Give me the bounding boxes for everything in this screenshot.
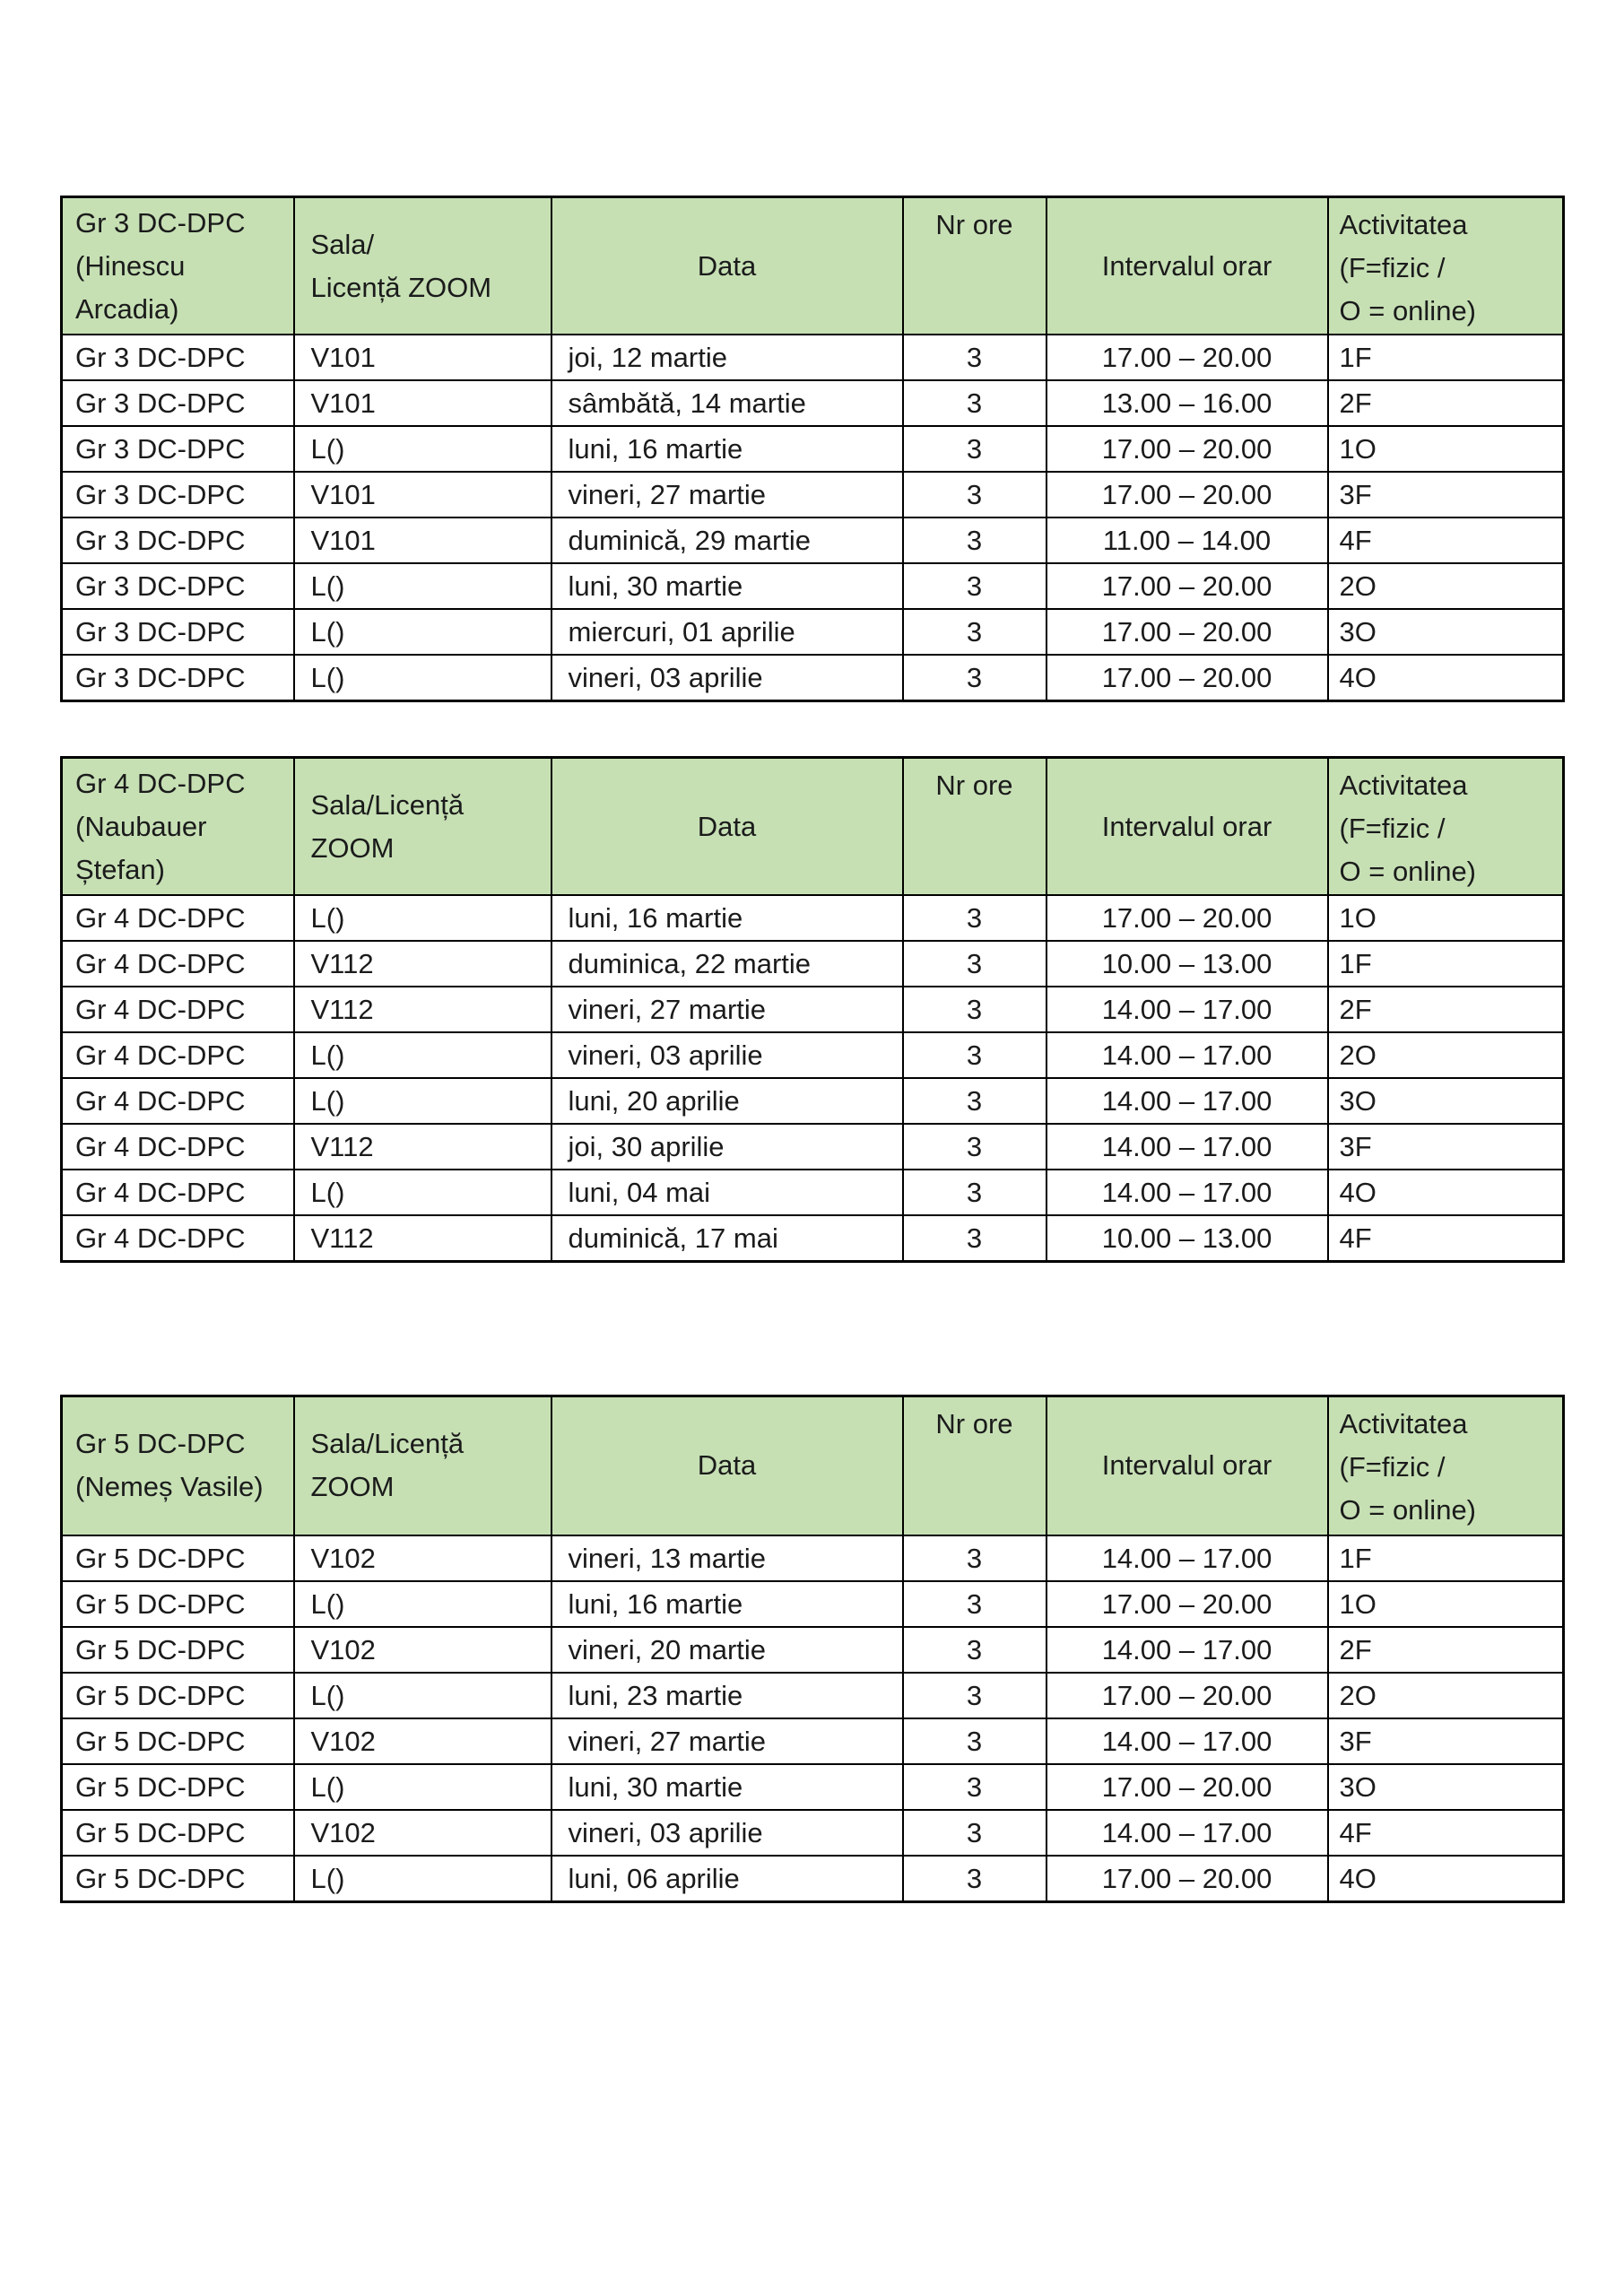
interval-cell: 14.00 – 17.00: [1046, 1627, 1328, 1673]
hours-cell: 3: [903, 335, 1046, 380]
activity-cell: 2O: [1328, 563, 1564, 609]
hours-cell: 3: [903, 895, 1046, 941]
activity-cell: 4O: [1328, 655, 1564, 701]
interval-cell: 14.00 – 17.00: [1046, 987, 1328, 1032]
room-cell: L(): [294, 1078, 551, 1124]
header-hours: Nr ore: [903, 758, 1046, 896]
header-line: (F=fizic /: [1339, 813, 1446, 844]
header-line: Licență ZOOM: [310, 271, 492, 303]
header-group: [62, 1396, 294, 1535]
activity-cell: 2F: [1328, 380, 1564, 426]
header-line: Ștefan): [75, 853, 165, 885]
room-cell: V101: [294, 517, 551, 563]
room-cell: V102: [294, 1810, 551, 1856]
header-activity: [1328, 758, 1564, 896]
activity-cell: 4F: [1328, 1810, 1564, 1856]
group-cell: Gr 3 DC-DPC: [62, 426, 294, 472]
date-cell: sâmbătă, 14 martie: [551, 380, 903, 426]
table-row: [62, 426, 1564, 472]
activity-cell: 3F: [1328, 472, 1564, 517]
interval-cell: 17.00 – 20.00: [1046, 1581, 1328, 1627]
interval-cell: 17.00 – 20.00: [1046, 655, 1328, 701]
date-cell: vineri, 03 aprilie: [551, 1810, 903, 1856]
hours-cell: 3: [903, 1764, 1046, 1810]
interval-cell: 13.00 – 16.00: [1046, 380, 1328, 426]
table-row: [62, 1124, 1564, 1170]
activity-cell: 2O: [1328, 1673, 1564, 1718]
hours-cell: 3: [903, 609, 1046, 655]
date-cell: vineri, 27 martie: [551, 987, 903, 1032]
header-line: Sala/Licență: [310, 788, 465, 821]
group-cell: Gr 5 DC-DPC: [62, 1718, 294, 1764]
header-hours: Nr ore: [903, 1396, 1046, 1535]
header-interval: Intervalul orar: [1046, 758, 1328, 896]
header-group: [62, 758, 294, 896]
table-row: [62, 563, 1564, 609]
table-row: [62, 1810, 1564, 1856]
date-cell: duminică, 17 mai: [551, 1215, 903, 1262]
date-cell: luni, 16 martie: [551, 426, 903, 472]
header-line: (Naubauer: [75, 810, 207, 842]
table-row: [62, 987, 1564, 1032]
table-row: [62, 1718, 1564, 1764]
header-line: (Hinescu: [75, 249, 186, 282]
group-cell: Gr 5 DC-DPC: [62, 1856, 294, 1902]
hours-cell: 3: [903, 472, 1046, 517]
group-cell: Gr 4 DC-DPC: [62, 895, 294, 941]
hours-cell: 3: [903, 1581, 1046, 1627]
group-cell: Gr 3 DC-DPC: [62, 380, 294, 426]
header-line: O = online): [1339, 1494, 1477, 1526]
date-cell: luni, 23 martie: [551, 1673, 903, 1718]
table-row: [62, 1673, 1564, 1718]
interval-cell: 14.00 – 17.00: [1046, 1535, 1328, 1581]
activity-cell: 1O: [1328, 895, 1564, 941]
header-row: [62, 758, 1564, 896]
activity-cell: 2F: [1328, 987, 1564, 1032]
group-cell: Gr 4 DC-DPC: [62, 1124, 294, 1170]
table-row: [62, 1078, 1564, 1124]
date-cell: vineri, 03 aprilie: [551, 1032, 903, 1078]
hours-cell: 3: [903, 1535, 1046, 1581]
group-cell: Gr 3 DC-DPC: [62, 563, 294, 609]
room-cell: V112: [294, 987, 551, 1032]
room-cell: L(): [294, 1170, 551, 1215]
header-line: (F=fizic /: [1339, 1451, 1446, 1483]
header-date: Data: [551, 1396, 903, 1535]
group-cell: Gr 5 DC-DPC: [62, 1673, 294, 1718]
header-room-license: [294, 758, 551, 896]
table-row: [62, 655, 1564, 701]
table-row: [62, 1581, 1564, 1627]
interval-cell: 14.00 – 17.00: [1046, 1810, 1328, 1856]
date-cell: luni, 20 aprilie: [551, 1078, 903, 1124]
interval-cell: 17.00 – 20.00: [1046, 335, 1328, 380]
header-line: Gr 4 DC-DPC: [75, 767, 246, 799]
activity-cell: 1O: [1328, 1581, 1564, 1627]
group-cell: Gr 4 DC-DPC: [62, 1215, 294, 1262]
group-cell: Gr 4 DC-DPC: [62, 941, 294, 987]
table-row: [62, 1170, 1564, 1215]
interval-cell: 14.00 – 17.00: [1046, 1170, 1328, 1215]
header-activity: [1328, 197, 1564, 335]
schedule-table: [60, 756, 1565, 1263]
header-room-license: [294, 1396, 551, 1535]
activity-cell: 3F: [1328, 1718, 1564, 1764]
activity-cell: 3F: [1328, 1124, 1564, 1170]
header-activity: [1328, 1396, 1564, 1535]
room-cell: V102: [294, 1627, 551, 1673]
hours-cell: 3: [903, 1856, 1046, 1902]
table-row: [62, 1627, 1564, 1673]
hours-cell: 3: [903, 1032, 1046, 1078]
group-cell: Gr 3 DC-DPC: [62, 517, 294, 563]
header-row: [62, 197, 1564, 335]
date-cell: luni, 30 martie: [551, 1764, 903, 1810]
activity-cell: 4O: [1328, 1170, 1564, 1215]
schedule-table: [60, 1395, 1565, 1903]
date-cell: vineri, 03 aprilie: [551, 655, 903, 701]
interval-cell: 17.00 – 20.00: [1046, 895, 1328, 941]
date-cell: vineri, 13 martie: [551, 1535, 903, 1581]
header-line: (F=fizic /: [1339, 252, 1446, 283]
group-cell: Gr 4 DC-DPC: [62, 1032, 294, 1078]
hours-cell: 3: [903, 941, 1046, 987]
table-row: [62, 1032, 1564, 1078]
header-line: O = online): [1339, 295, 1477, 326]
hours-cell: 3: [903, 563, 1046, 609]
room-cell: L(): [294, 609, 551, 655]
interval-cell: 14.00 – 17.00: [1046, 1124, 1328, 1170]
header-hours: Nr ore: [903, 197, 1046, 335]
header-line: O = online): [1339, 856, 1477, 887]
interval-cell: 17.00 – 20.00: [1046, 609, 1328, 655]
room-cell: L(): [294, 895, 551, 941]
room-cell: L(): [294, 426, 551, 472]
room-cell: L(): [294, 655, 551, 701]
interval-cell: 17.00 – 20.00: [1046, 426, 1328, 472]
hours-cell: 3: [903, 1673, 1046, 1718]
header-date: Data: [551, 758, 903, 896]
header-group: [62, 197, 294, 335]
group-cell: Gr 5 DC-DPC: [62, 1810, 294, 1856]
header-line: Sala/Licență: [310, 1428, 465, 1460]
group-cell: Gr 4 DC-DPC: [62, 1078, 294, 1124]
room-cell: L(): [294, 1856, 551, 1902]
table-row: [62, 1856, 1564, 1902]
activity-cell: 3O: [1328, 609, 1564, 655]
interval-cell: 17.00 – 20.00: [1046, 1856, 1328, 1902]
activity-cell: 1F: [1328, 941, 1564, 987]
header-interval: Intervalul orar: [1046, 197, 1328, 335]
interval-cell: 17.00 – 20.00: [1046, 563, 1328, 609]
room-cell: L(): [294, 1764, 551, 1810]
room-cell: V102: [294, 1535, 551, 1581]
room-cell: L(): [294, 1032, 551, 1078]
header-interval: Intervalul orar: [1046, 1396, 1328, 1535]
activity-cell: 1O: [1328, 426, 1564, 472]
interval-cell: 17.00 – 20.00: [1046, 1673, 1328, 1718]
header-line: (Nemeș Vasile): [75, 1471, 264, 1503]
hours-cell: 3: [903, 987, 1046, 1032]
hours-cell: 3: [903, 1718, 1046, 1764]
room-cell: L(): [294, 563, 551, 609]
interval-cell: 17.00 – 20.00: [1046, 1764, 1328, 1810]
date-cell: luni, 06 aprilie: [551, 1856, 903, 1902]
table-row: [62, 472, 1564, 517]
activity-cell: 4F: [1328, 1215, 1564, 1262]
date-cell: joi, 30 aprilie: [551, 1124, 903, 1170]
room-cell: V112: [294, 941, 551, 987]
table-row: [62, 1215, 1564, 1262]
activity-cell: 3O: [1328, 1078, 1564, 1124]
hours-cell: 3: [903, 655, 1046, 701]
header-line: Activitatea: [1339, 209, 1468, 240]
activity-cell: 2O: [1328, 1032, 1564, 1078]
date-cell: vineri, 20 martie: [551, 1627, 903, 1673]
date-cell: luni, 16 martie: [551, 1581, 903, 1627]
room-cell: V101: [294, 380, 551, 426]
table-row: [62, 380, 1564, 426]
header-row: [62, 1396, 1564, 1535]
hours-cell: 3: [903, 1124, 1046, 1170]
date-cell: joi, 12 martie: [551, 335, 903, 380]
activity-cell: 1F: [1328, 335, 1564, 380]
group-cell: Gr 5 DC-DPC: [62, 1535, 294, 1581]
room-cell: V101: [294, 335, 551, 380]
header-line: Activitatea: [1339, 1408, 1468, 1439]
room-cell: L(): [294, 1581, 551, 1627]
schedule-table-gr5: [60, 1395, 1562, 1903]
header-line: ZOOM: [310, 1471, 395, 1503]
schedule-table: [60, 196, 1565, 702]
group-cell: Gr 4 DC-DPC: [62, 1170, 294, 1215]
date-cell: luni, 30 martie: [551, 563, 903, 609]
activity-cell: 1F: [1328, 1535, 1564, 1581]
date-cell: duminica, 22 martie: [551, 941, 903, 987]
interval-cell: 11.00 – 14.00: [1046, 517, 1328, 563]
activity-cell: 2F: [1328, 1627, 1564, 1673]
header-line: Activitatea: [1339, 770, 1468, 801]
table-row: [62, 609, 1564, 655]
hours-cell: 3: [903, 380, 1046, 426]
table-row: [62, 1764, 1564, 1810]
interval-cell: 14.00 – 17.00: [1046, 1718, 1328, 1764]
room-cell: V102: [294, 1718, 551, 1764]
table-row: [62, 895, 1564, 941]
hours-cell: 3: [903, 426, 1046, 472]
activity-cell: 3O: [1328, 1764, 1564, 1810]
table-row: [62, 941, 1564, 987]
date-cell: luni, 16 martie: [551, 895, 903, 941]
table-row: [62, 1535, 1564, 1581]
header-line: Sala/: [310, 228, 375, 260]
header-line: ZOOM: [310, 831, 395, 864]
hours-cell: 3: [903, 1627, 1046, 1673]
hours-cell: 3: [903, 1078, 1046, 1124]
interval-cell: 10.00 – 13.00: [1046, 1215, 1328, 1262]
hours-cell: 3: [903, 517, 1046, 563]
header-room-license: [294, 197, 551, 335]
room-cell: V112: [294, 1124, 551, 1170]
hours-cell: 3: [903, 1810, 1046, 1856]
date-cell: vineri, 27 martie: [551, 472, 903, 517]
room-cell: V101: [294, 472, 551, 517]
interval-cell: 17.00 – 20.00: [1046, 472, 1328, 517]
schedule-table-gr3: [60, 196, 1562, 702]
header-line: Arcadia): [75, 292, 179, 325]
date-cell: luni, 04 mai: [551, 1170, 903, 1215]
hours-cell: 3: [903, 1215, 1046, 1262]
table-row: [62, 517, 1564, 563]
interval-cell: 14.00 – 17.00: [1046, 1078, 1328, 1124]
activity-cell: 4F: [1328, 517, 1564, 563]
header-line: Gr 3 DC-DPC: [75, 206, 246, 239]
room-cell: L(): [294, 1673, 551, 1718]
interval-cell: 14.00 – 17.00: [1046, 1032, 1328, 1078]
group-cell: Gr 5 DC-DPC: [62, 1764, 294, 1810]
group-cell: Gr 3 DC-DPC: [62, 335, 294, 380]
header-date: Data: [551, 197, 903, 335]
interval-cell: 10.00 – 13.00: [1046, 941, 1328, 987]
schedule-table-gr4: [60, 756, 1562, 1263]
group-cell: Gr 3 DC-DPC: [62, 655, 294, 701]
date-cell: vineri, 27 martie: [551, 1718, 903, 1764]
room-cell: V112: [294, 1215, 551, 1262]
group-cell: Gr 5 DC-DPC: [62, 1627, 294, 1673]
date-cell: miercuri, 01 aprilie: [551, 609, 903, 655]
hours-cell: 3: [903, 1170, 1046, 1215]
table-row: [62, 335, 1564, 380]
header-line: Gr 5 DC-DPC: [75, 1428, 246, 1460]
group-cell: Gr 5 DC-DPC: [62, 1581, 294, 1627]
group-cell: Gr 3 DC-DPC: [62, 609, 294, 655]
date-cell: duminică, 29 martie: [551, 517, 903, 563]
group-cell: Gr 4 DC-DPC: [62, 987, 294, 1032]
activity-cell: 4O: [1328, 1856, 1564, 1902]
group-cell: Gr 3 DC-DPC: [62, 472, 294, 517]
